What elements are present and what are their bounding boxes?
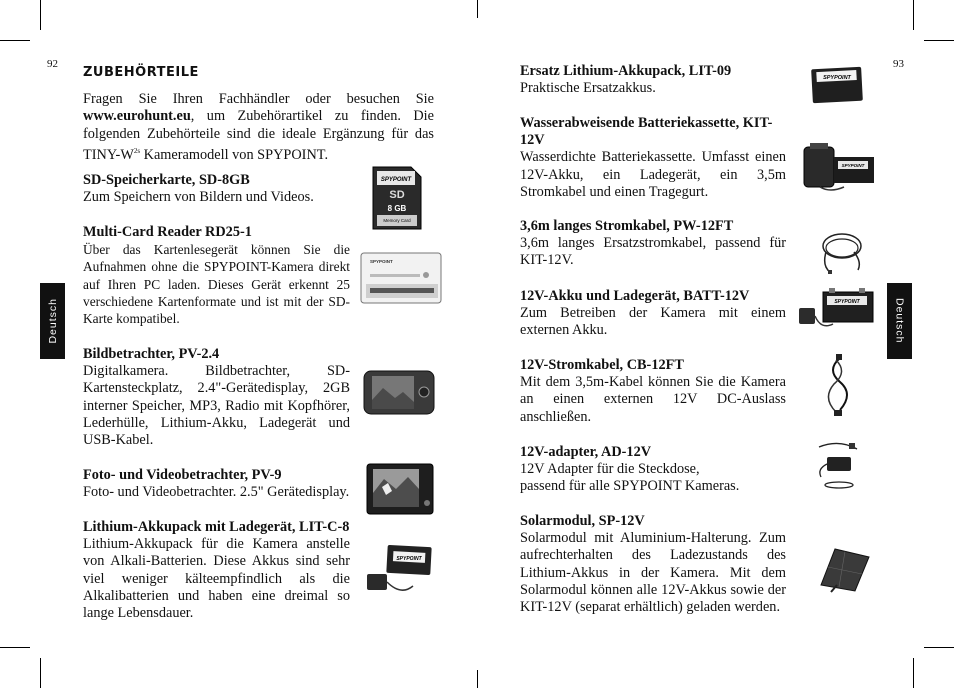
brand-logo-text: SPYPOINT [380,177,412,183]
capacity-text: 8 GB [387,204,407,213]
product-lithium-pack-charger [83,519,350,622]
language-tab-right [887,283,912,359]
product-title: SD-Speicherkarte, SD-8GB [83,172,250,188]
intro-text: , um Zubehörartikel zu finden. Die folgenden Zubehörteile sind die ideale Ergänzung für das TINY-W [83,108,434,163]
model-superscript: 2s [133,146,141,155]
product-description: 3,6m langes Ersatzstromkabel, passend für KIT-12V. [520,235,786,269]
product-title: Solarmodul, SP-12V [520,513,645,529]
product-12v-cable [520,357,786,426]
memory-card-text: Memory Card [383,218,411,223]
crop-mark [924,40,954,41]
product-description: Zum Speichern von Bildern und Videos. [83,189,314,206]
power-adapter-image [813,437,865,493]
brand-logo-text: SPYPOINT [834,299,860,305]
product-battery-charger [520,288,786,340]
website-link[interactable]: www.eurohunt.eu [83,108,191,125]
product-video-viewer [83,467,350,501]
product-description: Praktische Ersatzakkus. [520,80,656,97]
product-description: Foto- und Videobetrachter. 2.5" Gerätedisplay. [83,484,350,501]
lithium-pack-image [809,65,865,105]
video-viewer-image [366,463,434,515]
12v-cable-image [818,354,862,416]
language-tab-left [40,283,65,359]
product-card-reader [83,224,350,327]
page-number-right: 93 [893,58,904,70]
crop-mark [913,658,914,688]
crop-mark [477,0,478,18]
crop-mark [913,0,914,30]
product-description: Digitalkamera. Bildbetrachter, SD-Kartensteckplatz, 2.4"-Gerätedisplay, 2GB interner Speicher, MP3, Radio mit Kopfhörer, Lederhülle, Lithium-Akku, Ladegerät und USB-Kabel. [83,363,350,449]
card-reader-image [360,252,442,304]
product-adapter [520,444,786,496]
product-title: Wasserabweisende Batteriekassette, KIT-12V [520,115,773,149]
product-description: Wasserdichte Batteriekassette. Umfasst einen 12V-Akku, ein Ladegerät, ein 3,5m Stromkabel und einen Tragegurt. [520,149,786,200]
intro-text: Fragen Sie Ihren Fachhändler oder besuchen Sie [83,91,434,108]
sd-logo-text: SD [389,189,405,201]
product-solar-panel [520,513,786,616]
page-number-left: 92 [47,58,58,70]
intro-paragraph [83,91,434,164]
battery-cassette-image [800,141,876,193]
product-description: passend für alle SPYPOINT Kameras. [520,478,740,495]
power-cable-image [818,222,866,274]
product-photo-viewer [83,346,350,449]
product-title: 12V-Stromkabel, CB-12FT [520,357,684,373]
brand-logo-text: SPYPOINT [370,259,393,264]
product-description: Solarmodul mit Aluminium-Halterung. Zum aufrechterhalten des Ladezustands des Lithium-Akkus in der Kamera. Mit dem Solarmodul können alle 12V-Akkus sowie der KIT-12V (separat erhältlich) geladen werden. [520,530,786,616]
product-title: Foto- und Videobetrachter, PV-9 [83,467,282,483]
product-description: 12V Adapter für die Steckdose, [520,461,700,478]
crop-mark [0,40,30,41]
left-column [83,64,434,164]
language-tab-label: Deutsch [893,298,906,344]
crop-mark [477,670,478,688]
brand-logo-text: SPYPOINT [396,556,422,562]
product-title: 12V-adapter, AD-12V [520,444,652,460]
section-heading: ZUBEHÖRTEILE [83,65,199,80]
language-tab-label: Deutsch [46,298,59,344]
battery-charger-image [797,286,877,334]
product-sd-card [83,172,350,206]
intro-text: Kameramodell von SPYPOINT. [140,146,329,163]
photo-viewer-image [363,370,435,415]
product-title: 3,6m langes Stromkabel, PW-12FT [520,218,734,234]
brand-logo-text: SPYPOINT [841,163,865,168]
product-title: Bildbetrachter, PV-2.4 [83,346,220,362]
sd-card-image [371,165,423,231]
product-title: 12V-Akku und Ladegerät, BATT-12V [520,288,750,304]
lithium-pack-charger-image [363,544,433,598]
product-lithium-pack [520,63,786,97]
crop-mark [40,0,41,30]
product-description: Über das Kartenlesegerät können Sie die Aufnahmen ohne die SPYPOINT-Kamera direkt auf Ihren PC laden. Dieses Gerät erkennt 25 verschiedene Kartenformate und ist mit der SD-Karte kompatibel. [83,242,350,327]
brand-logo-text: SPYPOINT [823,75,851,81]
product-title: Lithium-Akkupack mit Ladegerät, LIT-C-8 [83,519,350,535]
product-description: Mit dem 3,5m-Kabel können Sie die Kamera an einen externen 12V DC-Auslass anschließen. [520,374,786,425]
product-battery-cassette [520,115,786,201]
crop-mark [924,647,954,648]
solar-panel-image [815,545,873,593]
product-title: Multi-Card Reader RD25-1 [83,224,252,240]
product-description: Lithium-Akkupack für die Kamera anstelle von Alkali-Batterien. Diese Akkus sind sehr viel weniger kälteempfindlich als die Alkalibatterien und haben eine dreimal so lange Lebensdauer. [83,536,350,622]
product-description: Zum Betreiben der Kamera mit einem externen Akku. [520,305,786,339]
product-power-cable [520,218,786,270]
product-title: Ersatz Lithium-Akkupack, LIT-09 [520,63,732,79]
crop-mark [0,647,30,648]
crop-mark [40,658,41,688]
